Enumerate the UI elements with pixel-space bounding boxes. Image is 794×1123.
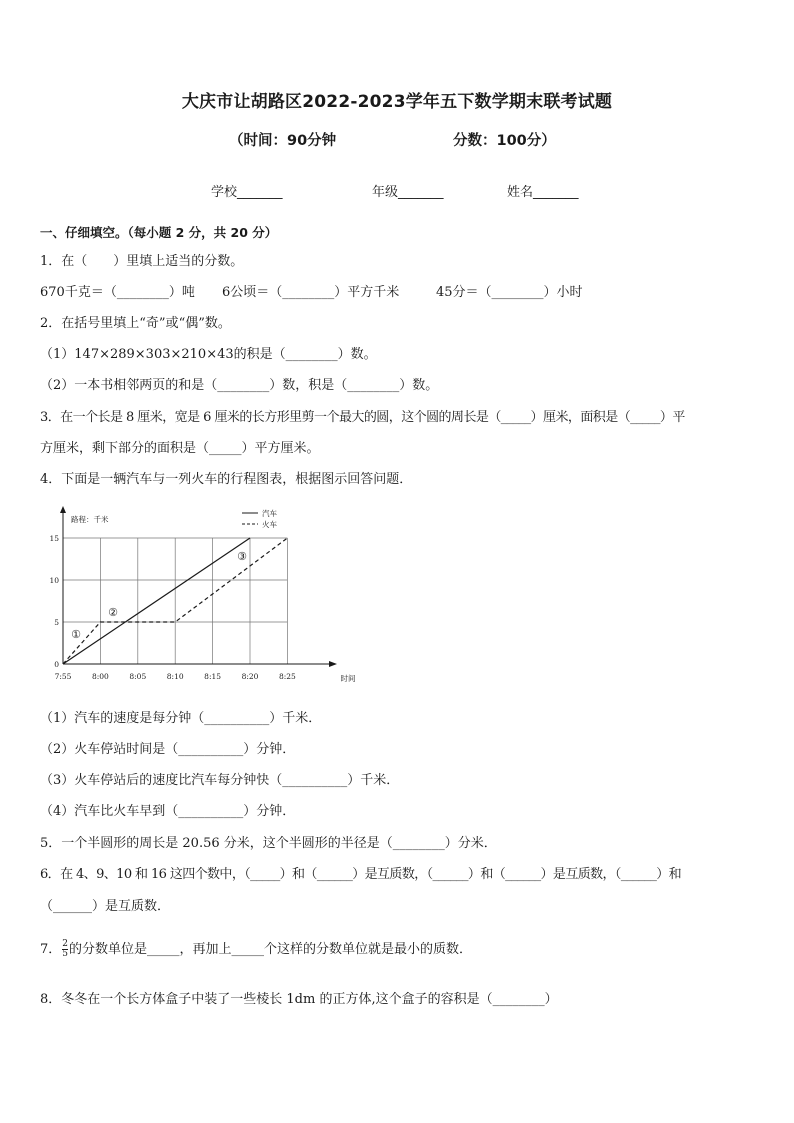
question-6-line2: （______）是互质数． xyxy=(40,899,171,914)
question-1: 1．在（ ）里填上适当的分数。 xyxy=(40,254,244,269)
question-1c: 45分＝（________）小时 xyxy=(436,285,583,300)
question-4-4: （4）汽车比火车早到（__________）分钟． xyxy=(40,804,296,819)
x-tick-label: 8:25 xyxy=(278,672,296,681)
y-tick-label: 5 xyxy=(54,618,59,627)
question-3-line2: 方厘米，剩下部分的面积是（_____）平方厘米。 xyxy=(40,441,320,456)
question-7 xyxy=(40,938,472,959)
travel-chart xyxy=(40,500,356,690)
y-axis-label: 路程：千米 xyxy=(71,515,109,524)
x-axis-arrow xyxy=(329,661,337,667)
annotation-marker: ① xyxy=(71,628,81,641)
y-tick-label: 0 xyxy=(54,660,59,669)
time-limit: （时间：90分钟 xyxy=(229,133,337,149)
x-tick-label: 8:20 xyxy=(241,672,259,681)
question-4-2: （2）火车停站时间是（__________）分钟． xyxy=(40,742,296,757)
section-heading: 一、仔细填空。（每小题 2 分，共 20 分） xyxy=(40,225,278,240)
y-tick-label: 10 xyxy=(49,576,59,585)
question-4-1: （1）汽车的速度是每分钟（__________）千米． xyxy=(40,711,322,726)
fraction: $\frac{2}{5}$ xyxy=(62,939,69,959)
question-1b: 6公顷＝（________）平方千米 xyxy=(222,285,400,300)
x-axis-label: 时间 xyxy=(340,674,356,683)
x-tick-label: 8:10 xyxy=(166,672,184,681)
question-7-number: 7． xyxy=(40,942,62,957)
question-5: 5．一个半圆形的周长是 20.56 分米，这个半圆形的半径是（________）分米． xyxy=(40,836,497,851)
school-field[interactable]: 学校_______ xyxy=(211,185,283,200)
x-tick-label: 8:15 xyxy=(204,672,222,681)
question-2a: （1）147×289×303×210×43的积是（________）数。 xyxy=(40,347,377,362)
legend-label: 火车 xyxy=(262,520,277,529)
legend-label: 汽车 xyxy=(262,509,277,518)
y-tick-label: 15 xyxy=(49,534,59,543)
question-8: 8．冬冬在一个长方体盒子中装了一些棱长 1dm 的正方体,这个盒子的容积是（________） xyxy=(40,992,558,1007)
grade-field[interactable]: 年级_______ xyxy=(372,185,444,200)
total-score: 分数：100分） xyxy=(453,133,556,149)
x-tick-label: 7:55 xyxy=(54,672,72,681)
question-6-line1: 6．在 4、9、10 和 16 这四个数中，（_____）和（______）是互质数，（______）和（______）是互质数，（______）和 xyxy=(40,867,682,882)
annotation-marker: ③ xyxy=(237,550,247,563)
question-4-3: （3）火车停站后的速度比汽车每分钟快（__________）千米． xyxy=(40,773,400,788)
question-7-text: 的分数单位是_____，再加上_____个这样的分数单位就是最小的质数． xyxy=(69,942,473,957)
question-2b: （2）一本书相邻两页的和是（________）数，积是（________）数。 xyxy=(40,378,439,393)
question-4: 4．下面是一辆汽车与一列火车的行程图表，根据图示回答问题． xyxy=(40,472,413,487)
y-axis-arrow xyxy=(60,506,66,513)
series-line-汽车 xyxy=(63,538,250,664)
question-1a: 670千克＝（________）吨 xyxy=(40,285,195,300)
name-field[interactable]: 姓名_______ xyxy=(507,185,579,200)
x-tick-label: 8:05 xyxy=(129,672,147,681)
question-2: 2．在括号里填上“奇”或“偶”数。 xyxy=(40,316,231,331)
page-title: 大庆市让胡路区2022-2023学年五下数学期末联考试题 xyxy=(181,92,613,112)
x-tick-label: 8:00 xyxy=(91,672,109,681)
question-3-line1: 3．在一个长是 8 厘米，宽是 6 厘米的长方形里剪一个最大的圆，这个圆的周长是（_____）厘米，面积是（_____）平 xyxy=(40,410,685,425)
annotation-marker: ② xyxy=(108,606,118,619)
